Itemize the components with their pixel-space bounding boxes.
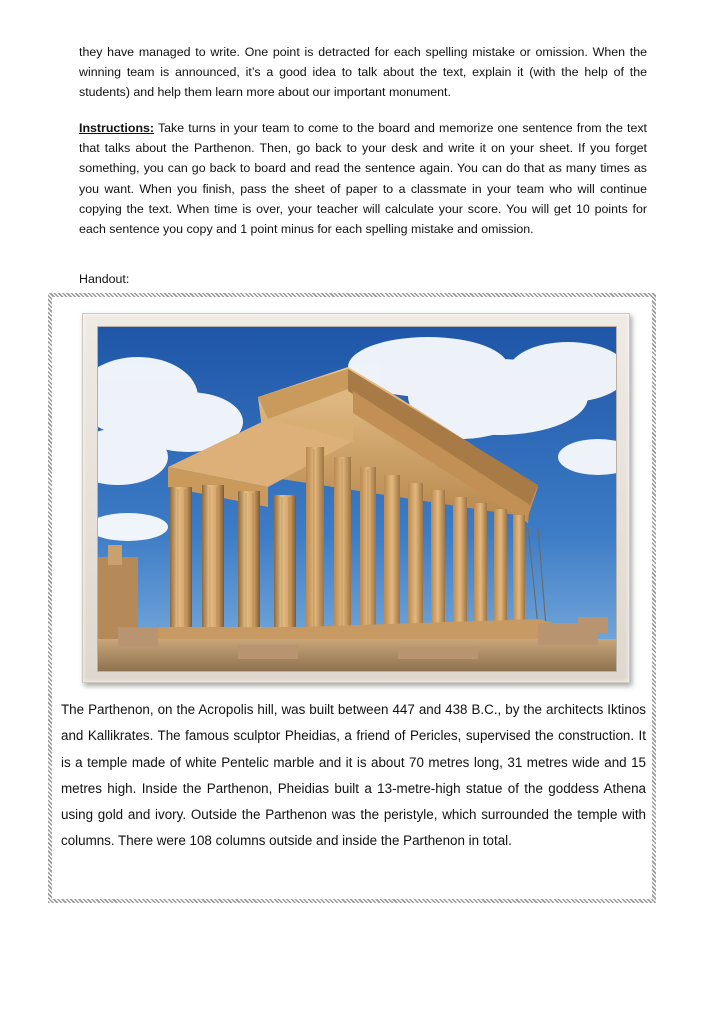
parthenon-photo (97, 326, 617, 672)
instructions-text: Take turns in your team to come to the board and memorize one sentence from the text that talks about the Parthenon. Then, go back to your desk and write it on your sheet. If you forget something, you can go back to board and read the sentence again. You can do that as many times as you want. When you finish, pass the sheet of paper to a classmate in your team who will continue copying the text. When time is over, your teacher will calculate your score. You will get 10 points for each sentence you copy and 1 point minus for each spelling mistake and omission. (79, 121, 647, 237)
intro-paragraph: they have managed to write. One point is detracted for each spelling mistake or omission. When the winning team is announced, it’s a good idea to talk about the text, explain it (with the help of the students) and help them learn more about our important monument. (79, 45, 647, 100)
instructions-paragraph (79, 118, 647, 239)
handout-text: The Parthenon, on the Acropolis hill, was built between 447 and 438 B.C., by the architects Iktinos and Kallikrates. The famous sculptor Pheidias, a friend of Pericles, supervised the construction. It is a temple made of white Pentelic marble and it is about 70 metres long, 31 metres wide and 15 metres high. Inside the Parthenon, Pheidias built a 13-metre-high statue of the goddess Athena using gold and ivory. Outside the Parthenon was the peristyle, which surrounded the temple with columns. There were 108 columns outside and inside the Parthenon in total. (61, 702, 646, 849)
handout-label: Handout: (79, 272, 130, 286)
instructions-label: Instructions: (79, 121, 155, 135)
